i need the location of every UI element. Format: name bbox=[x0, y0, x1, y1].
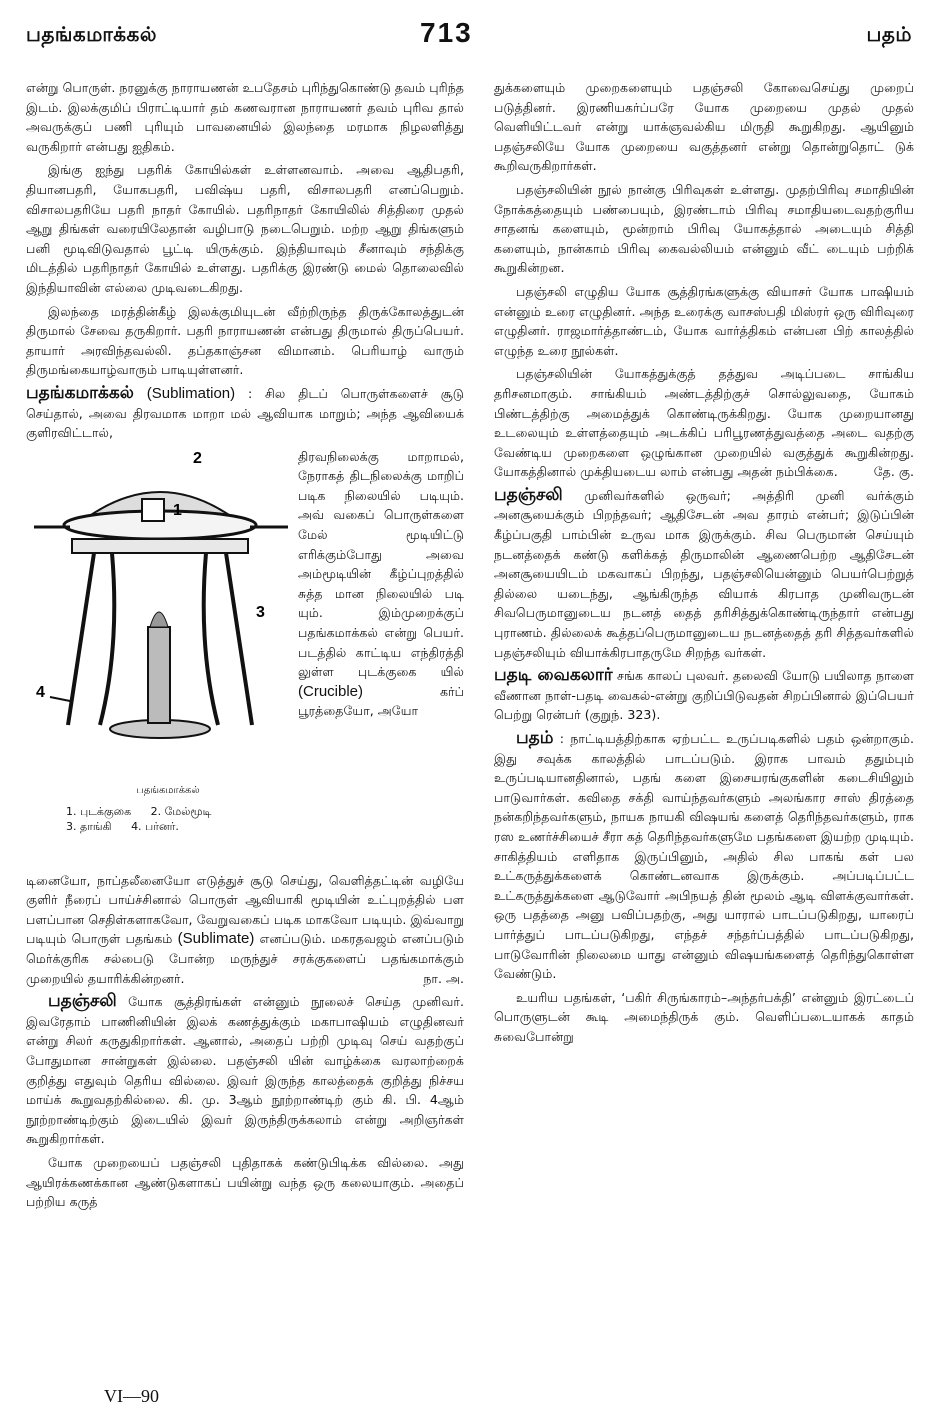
entry-patanjali-sage bbox=[494, 486, 914, 662]
figure-caption bbox=[66, 783, 286, 834]
figure-sublimation bbox=[26, 447, 464, 867]
sublimation-apparatus-illustration bbox=[30, 447, 292, 777]
paragraph-badri-1: என்று பொருள். நரனுக்கு நாராயணன் உபதேசம் புரிந்துகொண்டு தவம் புரிந்த இடம். இலக்குமிப் பிராட்டியார் தம் கணவரான நாராயணர் தவம் புரிவ தால் அவருக்குப் பணி புரியும் பாவனையில் இலந்தை மரமாக நிழலளித்து வருகிறார் என்பது ஐதிகம். bbox=[26, 80, 464, 154]
paragraph-yoga-4-text: பதஞ்சலியின் யோகத்துக்குத் தத்துவ அடிப்படை சாங்கிய தரிசனமாகும். சாங்கியம் அண்டத்திற்குச் சொல்லுவதை, யோகம் பிண்டத்திற்கு அமைத்துக் கொண்டிருக்கிறது. யோக முறையானது உடலையும் உள்ளத்தையும் அடக்கிப் பரிபூரணத்துவத்தை அடை வதற்கு வேண்டிய முறைகளை ஒழுங்கான முறையில் வகுத்துக் கூறுகின்றது. யோகத்தினால் முக்தியடைய லாம் என்பது அதன் நம்பிக்கை. bbox=[494, 366, 914, 480]
paragraph-yoga-4 bbox=[494, 364, 914, 482]
left-column bbox=[26, 78, 464, 1216]
entry-patanjali bbox=[26, 992, 464, 1149]
paragraph-patanjali-2: யோக முறையைப் பதஞ்சலி புதிதாகக் கண்டுபிடிக்க வில்லை. அது ஆயிரக்கணக்கான ஆண்டுகளாகப் பயின்று வந்த ஒரு கலையாகும். அதைப் பற்றிய கருத் bbox=[26, 1155, 464, 1210]
volume-page-mark: VI—90 bbox=[104, 1386, 159, 1406]
paragraph-patham-2: உயரிய பதங்கள், ‘பகிர் சிருங்காரம்–அந்தர்பக்தி’ என்னும் இரட்டைப் பொருளுடன் கூடி அமைந்திருக் கும். வெளிப்படையாகக் காதம் சுவைபோன்று bbox=[494, 989, 914, 1044]
figure-label-1: 1 bbox=[173, 501, 182, 519]
burner bbox=[148, 627, 170, 723]
entry-patham bbox=[494, 729, 914, 984]
entry-heading-sublimation: பதங்கமாக்கல் bbox=[26, 382, 134, 403]
paragraph-yoga-2: பதஞ்சலியின் நூல் நான்கு பிரிவுகள் உள்ளது. முதற்பிரிவு சமாதியின் நோக்கத்தையும் பண்பையும், இரண்டாம் பிரிவு சமாதியடைவதற்குரிய சாதனங் களையும், மூன்றாம் பிரிவு யோகத்தால் அடையும் சித்தி களையும், நான்காம் பிரிவு கைவல்லியம் என்னும் வீட் டையும் பற்றிக் கூறுகின்றன. bbox=[494, 181, 914, 276]
running-head-right: பதம் bbox=[866, 22, 912, 46]
figure-label-3: 3 bbox=[256, 603, 265, 621]
figure-caption-title: பதங்கமாக்கல் bbox=[136, 784, 200, 796]
entry-text-patham-1: : நாட்டியத்திற்காக ஏற்பட்ட உருப்படிகளில் பதம் ஒன்றாகும். இது சவுக்க காலத்தில் பாடப்படும். இராக பாவம் ததும்பும் உருப்படியானதினால், பதங் களை இசையரங்குகளின் கடைசியிலும் பாடுவார்கள். கவிதை சக்தி வாய்ந்தவர்களும் அலங்கார சாஸ் திரத்தை நன்கறிந்தவர்களும், நாயக நாயகி விஷயங் களைத் தெரிந்தவர்களும், ராக ரஸ உணர்ச்சியைச் சீரா கத் தெரிந்தவர்களுமே பதங்களை இயற்ற முடியும். சாகித்தியம் எளிதாக இருப்பினும், அதில் சில பாகங் கள் பல உட்கருத்துக்களைக் கொண்டனவாக இருக்கும். அப்படிப்பட்ட உட்கருத்துக்களை ஆடுவோர் அபிநயத் தின் மூலம் ஆடி விளக்குவார்கள். ஒரு பதத்தை அனு பவிப்பதற்கு, அது யாரால் பாடப்படுகிறது, யாரைப் பார்த்துப் பாடப்படுகிறது, எந்தச் சந்தர்ப்பத்தில் பாடப்படுகிறது, பாடுவோரின் நிலைமை யாது என்னும் விஷயங்களைத் தெரிந்துகொள்ள வேண்டும். bbox=[494, 731, 914, 982]
legend-item-3: 3. தாங்கி bbox=[66, 819, 112, 833]
latin-term-crucible: (Crucible) bbox=[298, 682, 364, 700]
legend-item-4: 4. பர்னர். bbox=[131, 819, 179, 833]
entry-text-patanjali-sage: முனிவர்களில் ஒருவர்; அத்திரி முனி வர்க்கும் அனசூயைக்கும் பிறந்தவர்; ஆதிசேடன் அவ தாரம் என்பர்; இடுப்பின் கீழ்ப்பகுதி பாம்பின் உருவ மாக இருக்கும். சிவ பெருமான் செய்யும் நடனத்தைக் கண்டு களிக்கத் திருமாலின் ஆணைபெற்ற ஆதிசேடன் அனசூயையிடம் மகவாகப் பிறந்து, பதஞ்சலியென்னும் பெயர்பெற்றுத் தில்லை யடைந்து, ஆங்கிருந்த வியாக் கிரபாத முனிவருடன் சிவபெருமானுடைய நடனத் தைத் தரிசித்துக்கொண்டிருந்தார் என்பது புராணம். தில்லைக் கூத்தப்பெருமானுடைய நடனத்தைத் தரி சித்தவர்களில் பதஞ்சலியும் வியாக்கிரபாதருமே சிறந்த வர்கள். bbox=[494, 487, 914, 660]
entry-pathi-vaikalar bbox=[494, 666, 914, 725]
entry-text-sublimation-side-end: கர்ப் பூரத்தையோ, அயோ bbox=[298, 683, 464, 719]
page-number: 713 bbox=[420, 17, 473, 48]
figure-side-text bbox=[298, 447, 464, 721]
paragraph-badri-2: இங்கு ஐந்து பதரிக் கோயில்கள் உள்ளனவாம். அவை ஆதிபதரி, தியானபதரி, யோகபதரி, பவிஷ்ய பதரி, விசாலபதரி எனப்பெறும். விசாலபதரியே பதரி நாதர் கோயில். பதரிநாதர் கோயிலில் சித்திரை முதல் ஆறு திங்கள் வரையிலேதான் வழிபாடு நடைபெறும். மற்ற ஆறு திங்களும் பனி மூடிவிடுவதால் பூட்டி யிருக்கும். இந்தியாவும் சீனாவும் சந்திக்கு மிடத்தில் பதரிநாதர் கோயில் உள்ளது. பதரிக்கு இரண்டு மைல் தொலைவில் இந்தியாவின் எல்லை முடிவடைகிறது. bbox=[26, 162, 464, 295]
paragraph-yoga-1: துக்களையும் முறைகளையும் பதஞ்சலி கோவைசெய்து முறைப் படுத்தினர். இரணியகர்ப்பரே யோக முறையை முதல் முதல் வெளியிட்டவர் என்று யாக்ஞவல்கிய மிருதி கூறுகிறது. ஆயினும் பதஞ்சலியே யோக முறையை வகுத்தனர் என்று தொன்றுதொட் டுக் கூறிவருகிறார்கள். bbox=[494, 80, 914, 174]
entry-text-sublimation-after: டினையோ, நாப்தலீனையோ எடுத்துச் சூடு செய்து, வெளித்தட்டின் வழியே குளிர் நீரைப் பாய்ச்சினால் பொருள் ஆவியாகி மூடியின் உட்புறத்தில் பள பளப்பான செதிள்களாகவோ, வேறுவகைப் படிக மாகவோ படியும். இவ்வாறு படியும் பொருள் பதங்கம் bbox=[26, 872, 464, 947]
figure-label-4: 4 bbox=[36, 683, 45, 701]
entry-text-sublimation-after2: எனப்படும். மகரதவஜம் எனப்படும் மெர்க்குரிக சல்பைடு போன்ற மருந்துச் சரக்குகளைப் பதங்கமாக்கும் முறையில் தயாரிக்கின்றனர். bbox=[26, 931, 464, 986]
entry-sublimation bbox=[26, 384, 464, 443]
entry-text-sublimation-side: திரவநிலைக்கு மாறாமல், நேராகத் திடநிலைக்கு மாறிப் படிக நிலையில் படியும். அவ் வகைப் பொருள்களை மேல் மூடியிட்டு எரிக்கும்போது அவை அம்மூடியின் கீழ்ப்புறத்தில் சுத்த மான நிலையில் படி யும். இம்முறைக்குப் பதங்கமாக்கல் என்று பெயர். படத்தில் காட்டிய எந்திரத்தி லுள்ள புடக்குகை யில் bbox=[298, 448, 464, 680]
entry-heading-patanjali: பதஞ்சலி bbox=[48, 991, 117, 1012]
entry-heading-pathi-vaikalar: பதடி வைகலார் bbox=[494, 665, 613, 686]
paragraph-yoga-3: பதஞ்சலி எழுதிய யோக சூத்திரங்களுக்கு வியாசர் யோக பாஷியம் என்னும் உரை எழுதினர். அந்த உரைக்கு வாசஸ்பதி மிஸ்ரர் ஒரு விரிவுரை எழுதினர். ராஜமார்த்தாண்டம், யோக வார்த்திகம் என்பன பிற் காலத்தில் எழுந்த உரை நூல்கள். bbox=[494, 283, 914, 358]
author-signature: தே. கு. bbox=[873, 464, 914, 480]
latin-term-sublimation: (Sublimation) bbox=[146, 384, 236, 402]
crucible-cup bbox=[142, 499, 164, 521]
entry-text-pathi-vaikalar: சங்க காலப் புலவர். தலைவி யோடு பயிலாத நாளை வீணான நாள்-பதடி வைகல்-என்று குறிப்பிடுவதன் சிறப்பினால் இப்பெயர் பெற்று ரென்பர் (குறுந். 323). bbox=[494, 668, 914, 723]
legend-item-2: 2. மேல்மூடி bbox=[150, 804, 212, 818]
author-signature: நா. அ. bbox=[423, 970, 464, 986]
latin-term-sublimate: (Sublimate) bbox=[177, 930, 255, 948]
entry-text-sublimation-intro: : சில திடப் பொருள்களைச் சூடு செய்தால், அவை திரவமாக மாறா மல் ஆவியாக மாறும்; அந்த ஆவியைக் குளிரவிட்டால், bbox=[26, 385, 464, 441]
running-head-left: பதங்கமாக்கல் bbox=[26, 22, 157, 46]
right-column bbox=[494, 78, 914, 1051]
entry-text-patanjali-1: யோக சூத்திரங்கள் என்னும் நூலைச் செய்த முனிவர். இவரேதாம் பாணினியின் இலக் கணத்துக்கும் மகாபாஷியம் எழுதினவர் என்று சிலர் கருதுகிறார்கள். ஆனால், அதைப் பற்றி முடிவு செய் வதற்குப் போதுமான சான்றுகள் இல்லை. பதஞ்சலி யின் வாழ்க்கை வரலாற்றைக் குறித்து எதுவும் தெரிய வில்லை. இவர் இருந்த காலத்தைக் குறித்து நிச்சய மாய்க் கூறுவதற்கில்லை. கி. மு. 3ஆம் நூற்றாண்டிற் கும் கி. பி. 4ஆம் நூற்றாண்டிற்கும் இடையில் இவர் இருந்திருக்கலாம் என்று அறிஞர்கள் கூறுகிறார்கள். bbox=[26, 994, 464, 1147]
entry-heading-patanjali-sage: பதஞ்சலி bbox=[494, 484, 563, 505]
figure-label-2: 2 bbox=[193, 449, 202, 467]
entry-heading-patham: பதம் bbox=[516, 728, 554, 748]
paragraph-badri-3: இலந்தை மரத்தின்கீழ் இலக்குமியுடன் வீற்றிருந்த திருக்கோலத்துடன் திருமால் சேவை தருகிறார். பதரி நாராயணன் என்பது திருமால் திருப்பெயர். தாயார் அரவிந்தவல்லி. தப்தகாஞ்சன விமானம். பெரியாழ் வாரும் திருமங்கையாழ்வாரும் பாடியுள்ளனர். bbox=[26, 303, 464, 378]
legend-item-1: 1. புடக்குகை bbox=[66, 804, 132, 818]
entry-sublimation-continued bbox=[26, 871, 464, 989]
